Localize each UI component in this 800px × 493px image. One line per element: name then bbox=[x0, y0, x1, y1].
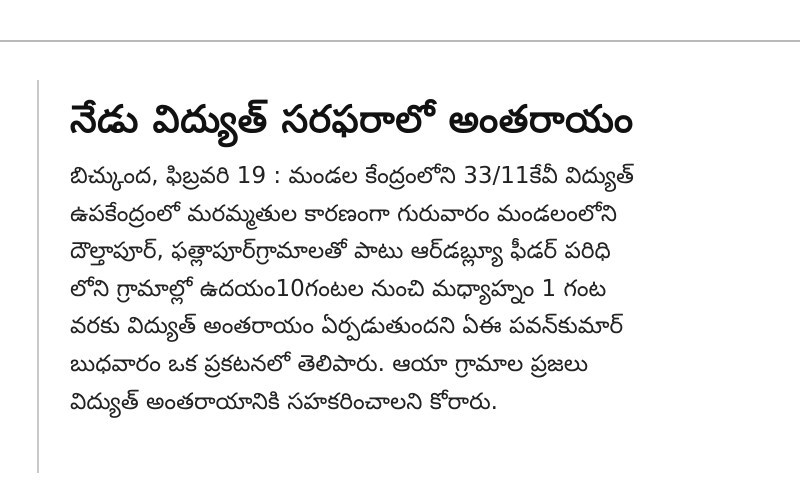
news-article bbox=[70, 90, 785, 421]
article-headline: నేడు విద్యుత్ సరఫరాలో అంతరాయం bbox=[70, 97, 634, 141]
column-divider bbox=[37, 80, 39, 473]
body-line: బిచ్కుంద, ఫిబ్రవరి 19 : మండల కేంద్రంలోని 33/11కేవీ విద్యుత్ bbox=[70, 163, 634, 189]
body-line: బుధవారం ఒక ప్రకటనలో తెలిపారు. ఆయా గ్రామాల ప్రజలు bbox=[70, 350, 589, 377]
body-line: వరకు విద్యుత్ అంతరాయం ఏర్పడుతుందని ఏఈ పవన్‌కుమార్ bbox=[70, 313, 624, 340]
top-divider bbox=[0, 40, 800, 42]
article-body bbox=[70, 158, 785, 421]
body-line: విద్యుత్ అంతరాయానికి సహకరించాలని కోరారు. bbox=[70, 388, 498, 415]
body-line: లోని గ్రామాల్లో ఉదయం10గంటల నుంచి మధ్యాహ్నం 1 గంట bbox=[70, 275, 607, 302]
body-line: దౌల్తాపూర్, ఫత్లాపూర్‌గ్రామాలతో పాటు ఆర్‌డబ్ల్యూ ఫీడర్ పరిధి bbox=[70, 238, 611, 265]
body-line: ఉపకేంద్రంలో మరమ్మతుల కారణంగా గురువారం మండలంలోని bbox=[70, 200, 618, 227]
